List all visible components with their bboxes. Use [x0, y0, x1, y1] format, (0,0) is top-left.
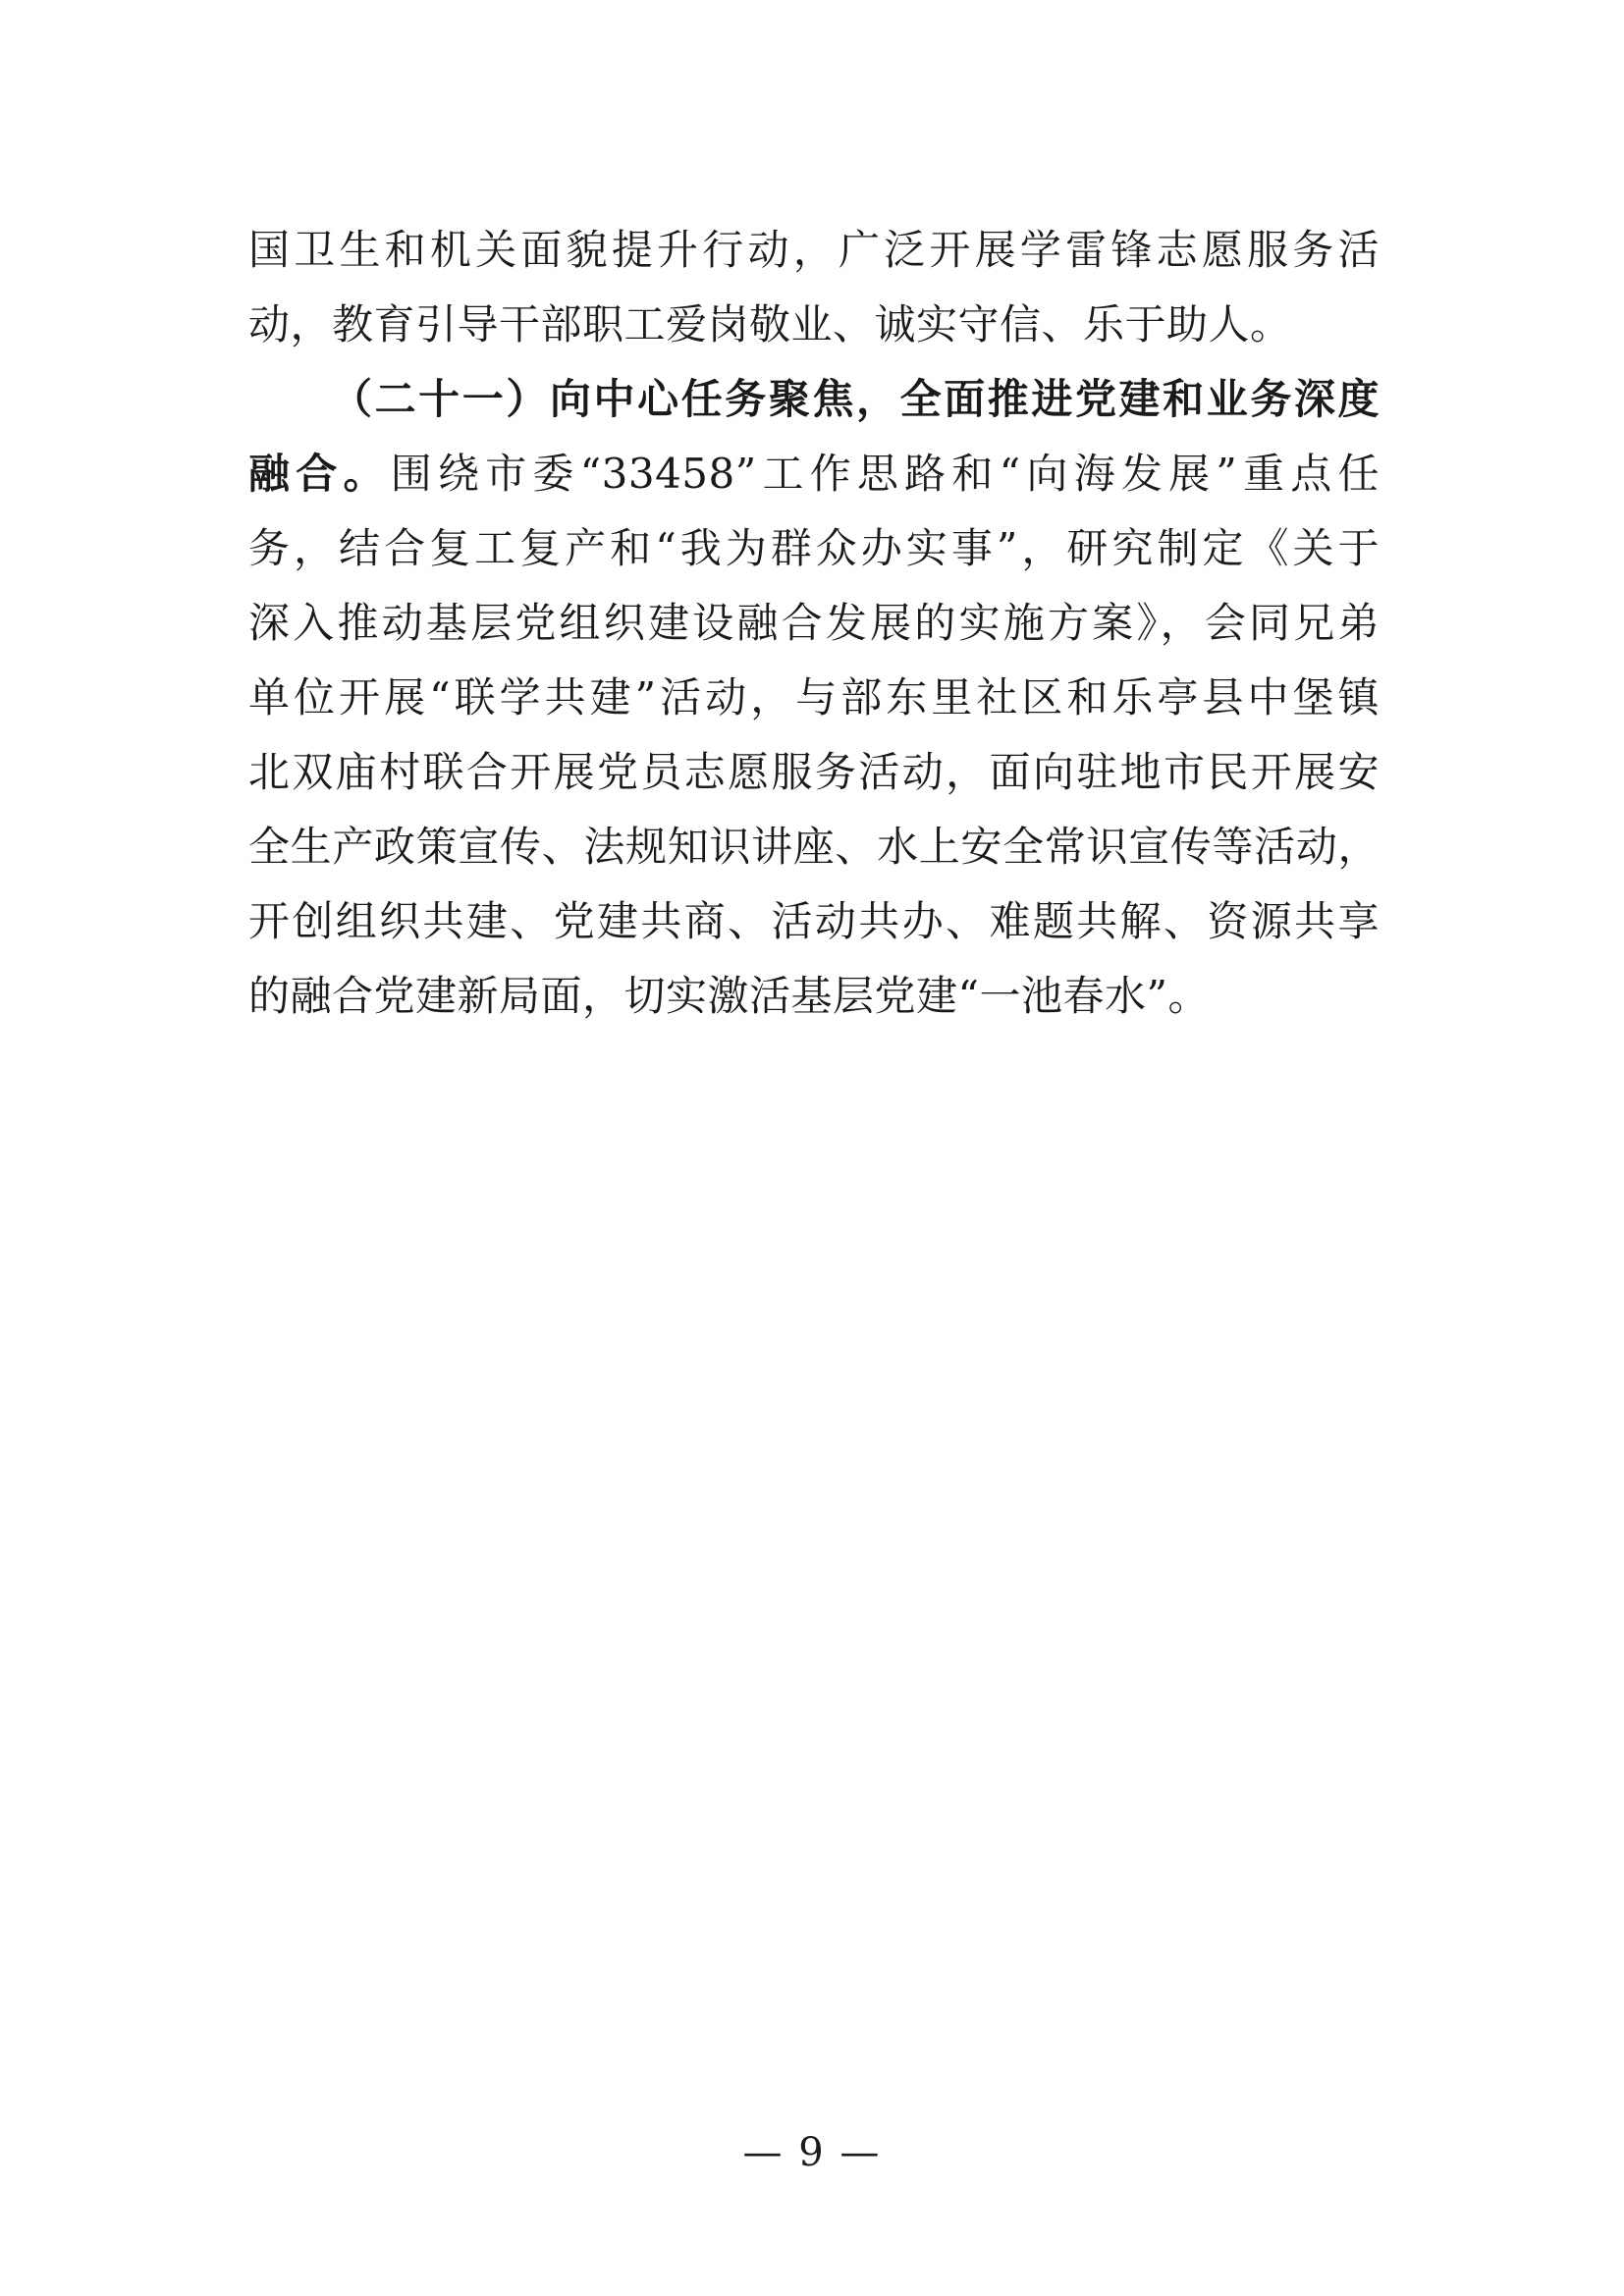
- paragraph2-line-3: 深入推动基层党组织建设融合发展的实施方案》，会同兄弟: [248, 599, 1380, 647]
- paragraph2-line-8: 的融合党建新局面，切实激活基层党建“一池春水”。: [248, 972, 1210, 1020]
- paragraph2-line-7: 开创组织共建、党建共商、活动共办、难题共解、资源共享: [248, 897, 1380, 945]
- section-heading-line-1: （二十一）向中心任务聚焦，全面推进党建和业务深度: [331, 375, 1380, 423]
- paragraph2-line-1-rest: 围绕市委“33458”工作思路和“向海发展”重点任: [390, 450, 1380, 498]
- page-number: — 9 —: [742, 2130, 882, 2175]
- body-text: [248, 213, 1380, 1034]
- paragraph2-line-4: 单位开展“联学共建”活动，与部东里社区和乐亭县中堡镇: [248, 673, 1380, 721]
- paragraph2-line-5: 北双庙村联合开展党员志愿服务活动，面向驻地市民开展安: [248, 748, 1380, 796]
- paragraph2-line-6: 全生产政策宣传、法规知识讲座、水上安全常识宣传等活动，: [248, 823, 1380, 871]
- paragraph2-line-1: [248, 437, 1380, 511]
- paragraph2-line-2: 务，结合复工复产和“我为群众办实事”，研究制定《关于: [248, 524, 1380, 572]
- section-heading-line-2: 融合。: [248, 450, 391, 498]
- paragraph1-line-2: 动，教育引导干部职工爱岗敬业、诚实守信、乐于助人。: [248, 300, 1292, 348]
- paragraph1-line-1: 国卫生和机关面貌提升行动，广泛开展学雷锋志愿服务活: [248, 226, 1380, 274]
